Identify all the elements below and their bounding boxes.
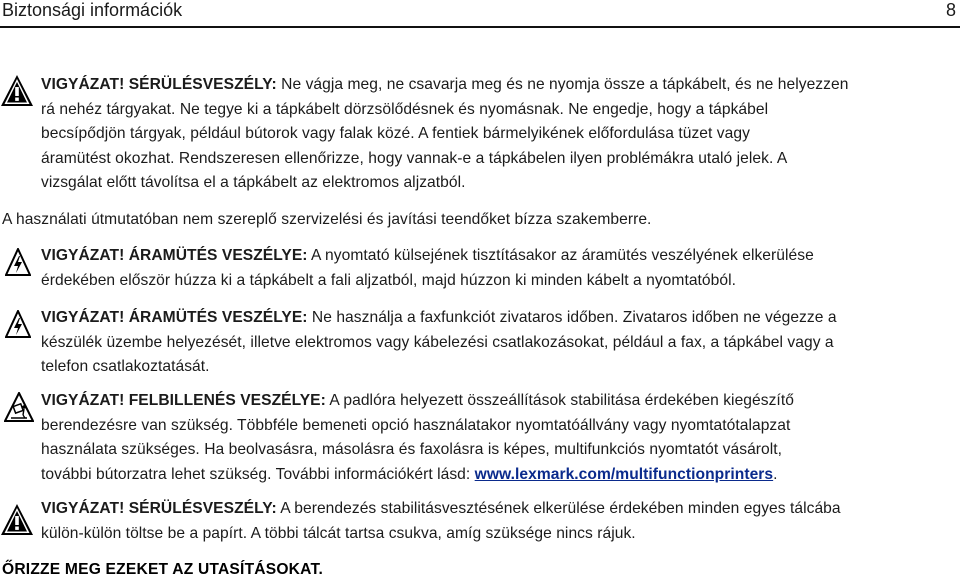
text-line: A berendezés stabilitásvesztésének elkerülése érdekében minden egyes tálcába bbox=[276, 500, 841, 517]
warning-label: VIGYÁZAT! bbox=[41, 500, 125, 517]
injury-warning-icon bbox=[0, 503, 34, 542]
text-line: külön-külön töltse be a papírt. A többi tálcát tartsa csukva, amíg szüksége nincs rájuk. bbox=[41, 524, 636, 542]
text-line: áramütést okozhat. Rendszeresen ellenőrizze, hogy vannak-e a tápkábelen ilyen problémákra utaló jelek. A bbox=[41, 149, 788, 167]
save-instructions-heading: ŐRIZZE MEG EZEKET AZ UTASÍTÁSOKAT. bbox=[2, 561, 323, 578]
text-line: . bbox=[773, 465, 778, 483]
text-line: A padlóra helyezett összeállítások stabilitása érdekében kiegészítő bbox=[325, 392, 794, 409]
text-line: berendezésre van szükség. Többféle bemeneti opció használatakor nyomtatóállvány vagy nyomtatótalapzat bbox=[41, 416, 791, 434]
electric-shock-icon bbox=[5, 310, 31, 345]
hazard-type: ÁRAMÜTÉS VESZÉLYE: bbox=[128, 309, 308, 326]
section-title: Biztonsági információk bbox=[2, 0, 183, 20]
warning-injury-cord bbox=[41, 73, 956, 196]
text-line: készülék üzembe helyezését, illetve elektromos vagy kábelezési csatlakozásokat, például a fax, a tápkábel vagy a bbox=[41, 333, 834, 351]
hazard-type: FELBILLENÉS VESZÉLYE: bbox=[128, 392, 326, 409]
text-line: vizsgálat előtt távolítsa el a tápkábelt az elektromos aljzatból. bbox=[41, 174, 466, 192]
warning-shock-fax bbox=[41, 306, 956, 380]
text-line: Ne használja a faxfunkciót zivataros időben. Zivataros időben ne végezze a bbox=[307, 309, 837, 326]
tip-over-icon bbox=[4, 392, 34, 429]
text-line: A nyomtató külsejének tisztításakor az áramütés veszélyének elkerülése bbox=[307, 247, 814, 264]
warning-label: VIGYÁZAT! bbox=[41, 76, 125, 93]
electric-shock-icon bbox=[5, 248, 31, 283]
warning-injury-trays bbox=[41, 497, 956, 546]
warning-label: VIGYÁZAT! bbox=[41, 309, 125, 326]
hazard-type: SÉRÜLÉSVESZÉLY: bbox=[128, 76, 277, 93]
text-line: telefon csatlakoztatását. bbox=[41, 358, 210, 376]
warning-tip-over bbox=[41, 389, 956, 487]
text-line: becsípődjön tárgyak, például bútorok vagy falak közé. A fentiek bármelyikének előfordulása tüzet vagy bbox=[41, 125, 750, 143]
page-number: 8 bbox=[945, 0, 956, 20]
text-line: Ne vágja meg, ne csavarja meg és ne nyomja össze a tápkábelt, és ne helyezzen bbox=[276, 76, 849, 93]
injury-warning-icon bbox=[0, 74, 34, 113]
text-line: érdekében először húzza ki a tápkábelt a fali aljzatból, majd húzzon ki minden kábelt a nyomtatóból. bbox=[41, 271, 736, 289]
lexmark-mfp-link[interactable]: www.lexmark.com/multifunctionprinters bbox=[474, 465, 774, 483]
hazard-type: ÁRAMÜTÉS VESZÉLYE: bbox=[128, 247, 308, 264]
text-line: használata szükséges. Ha beolvasásra, másolásra és faxolásra is képes, multifunkciós nyomtatót vásárolt, bbox=[41, 441, 783, 459]
service-note: A használati útmutatóban nem szereplő szervizelési és javítási teendőket bízza szakemberre. bbox=[2, 211, 652, 228]
warning-shock-cleaning bbox=[41, 244, 956, 293]
warning-label: VIGYÁZAT! bbox=[41, 247, 125, 264]
warning-label: VIGYÁZAT! bbox=[41, 392, 125, 409]
hazard-type: SÉRÜLÉSVESZÉLY: bbox=[128, 500, 277, 517]
text-line: további bútorzatra lehet szükség. További információkért lásd: bbox=[41, 465, 475, 483]
header-divider bbox=[0, 26, 960, 28]
text-line: rá nehéz tárgyakat. Ne tegye ki a tápkábelt dörzsölődésnek és nyomásnak. Ne engedje, hogy a tápkábel bbox=[41, 100, 769, 118]
page-header bbox=[0, 0, 960, 28]
